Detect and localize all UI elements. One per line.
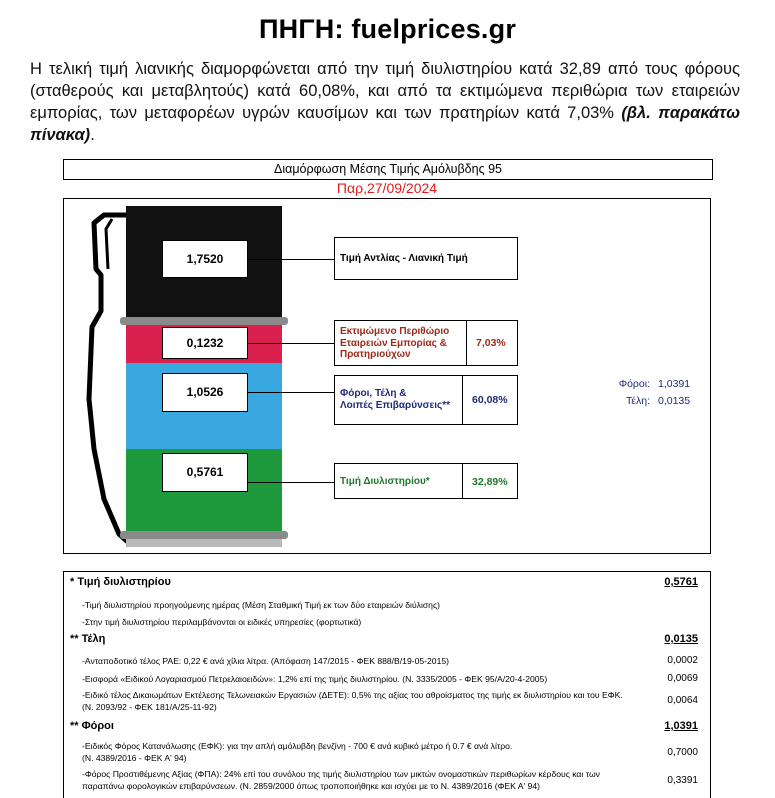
pump-foot <box>126 539 282 547</box>
pump-base <box>120 531 288 539</box>
refinery-label-box <box>334 463 518 499</box>
refinery-percent: 32,89% <box>472 476 508 488</box>
intro-ref: (βλ. παρακάτω πίνακα) <box>30 104 741 144</box>
refinery-total: 0,5761 <box>664 576 698 588</box>
taxes-head: ** Φόροι <box>70 720 114 732</box>
retail-label: Τιμή Αντλίας - Λιανική Τιμή <box>340 253 468 264</box>
margin-connector <box>248 343 334 344</box>
refinery-value: 0,5761 <box>162 453 248 492</box>
taxes-value: 1,0526 <box>162 373 248 412</box>
fees-total: 0,0135 <box>664 633 698 645</box>
taxes-connector <box>248 392 334 393</box>
intro-end: . <box>90 126 95 144</box>
refinery-connector <box>248 482 334 483</box>
intro-text: Η τελική τιμή λιανικής διαμορφώνεται από την τιμή διυλιστηρίου κατά 32,89 από τους φόρους (σταθερούς και μεταβλητούς) κατά 60,08%, και από τα εκτιμώμενα περιθώρια των εταιρειών εμπορίας, των μεταφορέων υγρών καυσίμων και των πρατηρίων κατά 7,03% <box>30 60 740 122</box>
refinery-head: * Τιμή διυλιστηρίου <box>70 576 171 588</box>
side-fees-value: 0,0135 <box>658 395 691 407</box>
pump-divider <box>120 317 288 325</box>
retail-connector <box>248 259 334 260</box>
taxes-percent: 60,08% <box>472 394 508 406</box>
diagram-date: Παρ,27/09/2024 <box>336 180 438 196</box>
margin-label: Εκτιμώμενο Περιθώριο Εταιρειών Εμπορίας & Πρατηριούχων <box>340 326 450 360</box>
side-taxes-label: Φόροι: <box>618 378 650 390</box>
taxes-total: 1,0391 <box>664 720 698 732</box>
taxes-label-box <box>334 375 518 425</box>
fees-head: ** Τέλη <box>70 633 106 645</box>
page-title: ΠΗΓΗ: fuelprices.gr <box>258 14 517 44</box>
taxes-label: Φόροι, Τέλη & Λοιπές Επιβαρύνσεις** <box>340 388 450 411</box>
margin-label-box <box>334 320 518 366</box>
margin-percent: 7,03% <box>476 337 506 349</box>
retail-value: 1,7520 <box>162 240 248 278</box>
margin-value: 0,1232 <box>162 327 248 359</box>
side-taxes-value: 1,0391 <box>658 378 691 390</box>
breakdown-table: * Τιμή διυλιστηρίου 0,5761 -Τιμή διυλιστηρίου προηγούμενης ημέρας (Μέση Σταθμική Τιμή εκ των δύο εταιρειών διύλισης) -Στην τιμή διυλιστηρίου περιλαμβάνονται οι ειδικές υπηρεσίες (φορτωτικά) ** Τέλη 0,0135 -Ανταποδοτικό τέλος ΡΑΕ: 0,22 € ανά χίλια λίτρα. (Απόφαση 147/2015 - ΦΕΚ 888/Β/19-05-2015) 0,0002 -Εισφορά «Ειδικού Λογαριασμού Πετρελαιοειδών»: 1,2% επί της τιμής διυλιστηρίου. (Ν. 3335/2005 - ΦΕΚ 95/Α/20-4-2005) 0,0069 -Ειδικό τέλος Δικαιωμάτων Εκτέλεσης Τελωνειακών Εργασιών (ΔΕΤΕ): 0,5% της αξίας του αθροίσματος της τιμής εκ διυλιστηρίου και του ΕΦΚ. (Ν. 2093/92 - ΦΕΚ 181/Α/25-11-92) 0,0064 ** Φόροι 1,0391 -Ειδικός Φόρος Κατανάλωσης (ΕΦΚ): για την απλή αμόλυβδη βενζίνη - 700 € ανά κυβικό μέτρο ή 0.7 € ανά λίτρο. (Ν. 4389/2016 - ΦΕΚ Α' 94) 0,7000 -Φόρος Προστιθέμενης Αξίας (ΦΠΑ): 24% επί του συνόλου της τιμής διυλιστηρίου των μικτών ονομαστικών περιθωρίων κέρδους και των παραπάνω φορολογικών επιβαρύνσεων. (Ν. 2859/2000 όπως τροποποιήθηκε και ισχύει με το Ν. 4389/2016 (ΦΕΚ Α' 94) 0,3391 <box>63 571 711 798</box>
side-fees-label: Τέλη: <box>626 395 650 407</box>
refinery-label: Τιμή Διυλιστηρίου* <box>340 476 430 487</box>
intro-paragraph <box>30 58 740 146</box>
diagram-heading: Διαμόρφωση Μέσης Τιμής Αμόλυβδης 95 <box>63 159 713 180</box>
retail-label-box <box>334 237 518 280</box>
